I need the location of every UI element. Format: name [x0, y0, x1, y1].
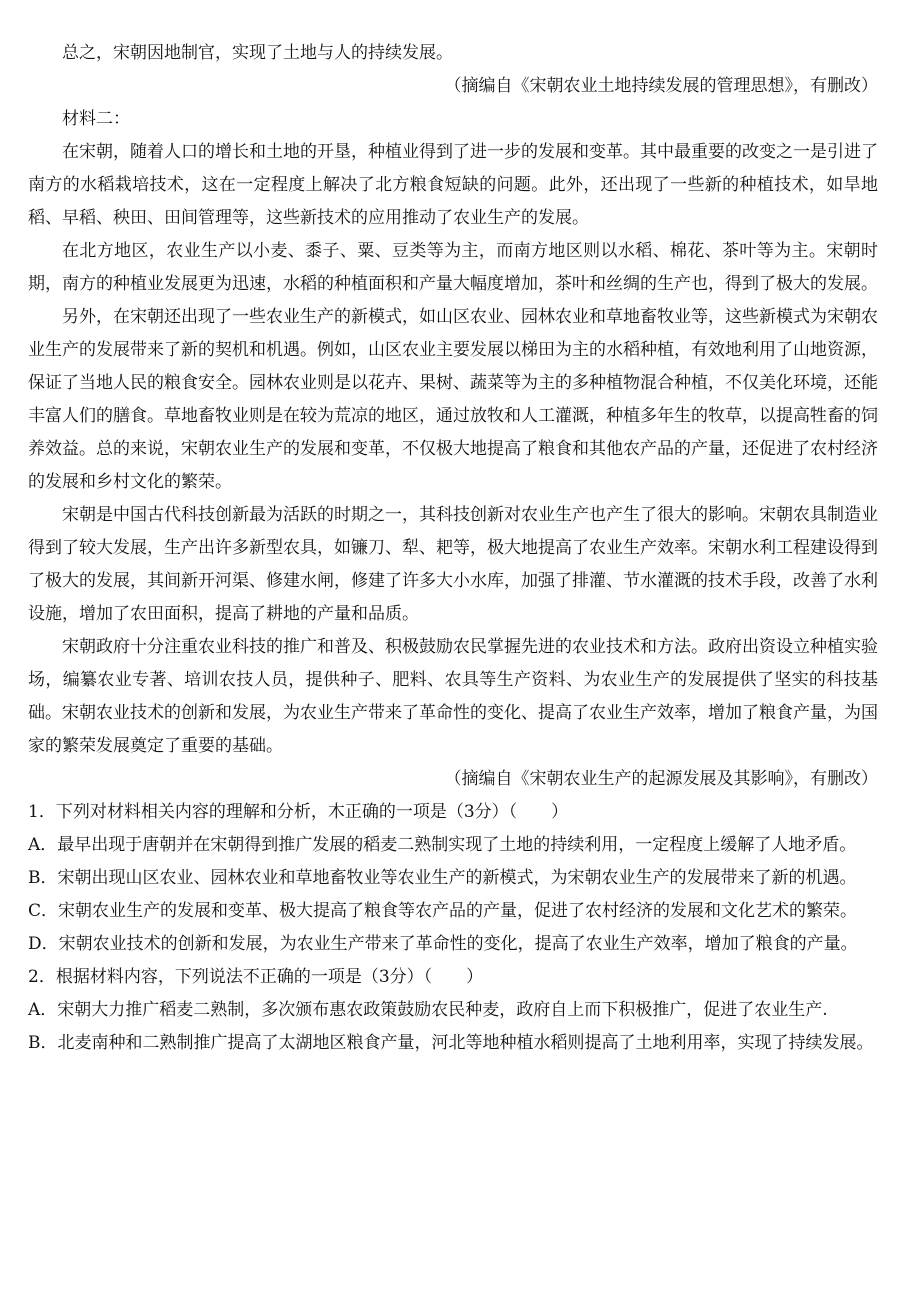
- question-2-option-b: B．北麦南种和二熟制推广提高了太湖地区粮食产量，河北等地种植水稻则提高了土地利用率，实现了持续发展。: [28, 1033, 874, 1053]
- question-2-stem: 2．根据材料内容，下列说法不正确的一项是（3分）（ ）: [28, 967, 484, 987]
- material2-source: （摘编自《宋朝农业生产的起源发展及其影响》，有删改）: [444, 769, 878, 789]
- question-1-option-b: B．宋朝出现山区农业、园林农业和草地畜牧业等农业生产的新模式，为宋朝农业生产的发展带来了新的机遇。: [28, 868, 857, 888]
- material2-paragraph-4: 宋朝是中国古代科技创新最为活跃的时期之一，其科技创新对农业生产也产生了很大的影响。宋朝农具制造业得到了较大发展，生产出许多新型农具，如镰刀、犁、耙等，极大地提高了农业生产效率。宋朝水利工程建设得到了极大的发展，其间新开河渠、修建水闸，修建了许多大小水库，加强了排灌、节水灌溉的技术手段，改善了水利设施，增加了农田面积，提高了耕地的产量和品质。: [28, 505, 878, 624]
- material2-paragraph-1: 在宋朝，随着人口的增长和土地的开垦，种植业得到了进一步的发展和变革。其中最重要的改变之一是引进了南方的水稻栽培技术，这在一定程度上解决了北方粮食短缺的问题。此外，还出现了一些新的种植技术，如旱地稻、早稻、秧田、田间管理等，这些新技术的应用推动了农业生产的发展。: [28, 142, 878, 228]
- material2-heading: 材料二：: [62, 109, 130, 129]
- material2-paragraph-3: 另外，在宋朝还出现了一些农业生产的新模式，如山区农业、园林农业和草地畜牧业等，这些新模式为宋朝农业生产的发展带来了新的契机和机遇。例如，山区农业主要发展以梯田为主的水稻种植，有效地利用了山地资源，保证了当地人民的粮食安全。园林农业则是以花卉、果树、蔬菜等为主的多种植物混合种植，不仅美化环境，还能丰富人们的膳食。草地畜牧业则是在较为荒凉的地区，通过放牧和人工灌溉，种植多年生的牧草，以提高牲畜的饲养效益。总的来说，宋朝农业生产的发展和变革，不仅极大地提高了粮食和其他农产品的产量，还促进了农村经济的发展和乡村文化的繁荣。: [28, 307, 878, 492]
- material1-conclusion: 总之，宋朝因地制官，实现了土地与人的持续发展。: [62, 43, 453, 63]
- question-1-stem: 1．下列对材料相关内容的理解和分析，木正确的一项是（3分）（ ）: [28, 802, 569, 822]
- question-1-option-d: D．宋朝农业技术的创新和发展，为农业生产带来了革命性的变化，提高了农业生产效率，增加了粮食的产量。: [28, 934, 858, 954]
- material1-source: （摘编自《宋朝农业土地持续发展的管理思想》，有删改）: [444, 76, 878, 96]
- material2-paragraph-2: 在北方地区，农业生产以小麦、黍子、粟、豆类等为主，而南方地区则以水稻、棉花、茶叶等为主。宋朝时期，南方的种植业发展更为迅速，水稻的种植面积和产量大幅度增加，茶叶和丝绸的生产也，得到了极大的发展。: [28, 241, 878, 294]
- question-1-option-c: C．宋朝农业生产的发展和变革、极大提高了粮食等农产品的产量，促进了农村经济的发展和文化艺术的繁荣。: [28, 901, 858, 921]
- material2-paragraph-5: 宋朝政府十分注重农业科技的推广和普及、积极鼓励农民掌握先进的农业技术和方法。政府出资设立种植实验场，编纂农业专著、培训农技人员，提供种子、肥料、农具等生产资料、为农业生产的发展提供了坚实的科技基础。宋朝农业技术的创新和发展，为农业生产带来了革命性的变化、提高了农业生产效率，增加了粮食产量，为国家的繁荣发展奠定了重要的基础。: [28, 637, 878, 756]
- question-2-option-a: A．宋朝大力推广稻麦二熟制，多次颁布惠农政策鼓励农民种麦，政府自上而下积极推广，促进了农业生产.: [28, 1000, 828, 1020]
- question-1-option-a: A．最早出现于唐朝并在宋朝得到推广发展的稻麦二熟制实现了土地的持续利用，一定程度上缓解了人地矛盾。: [28, 835, 857, 855]
